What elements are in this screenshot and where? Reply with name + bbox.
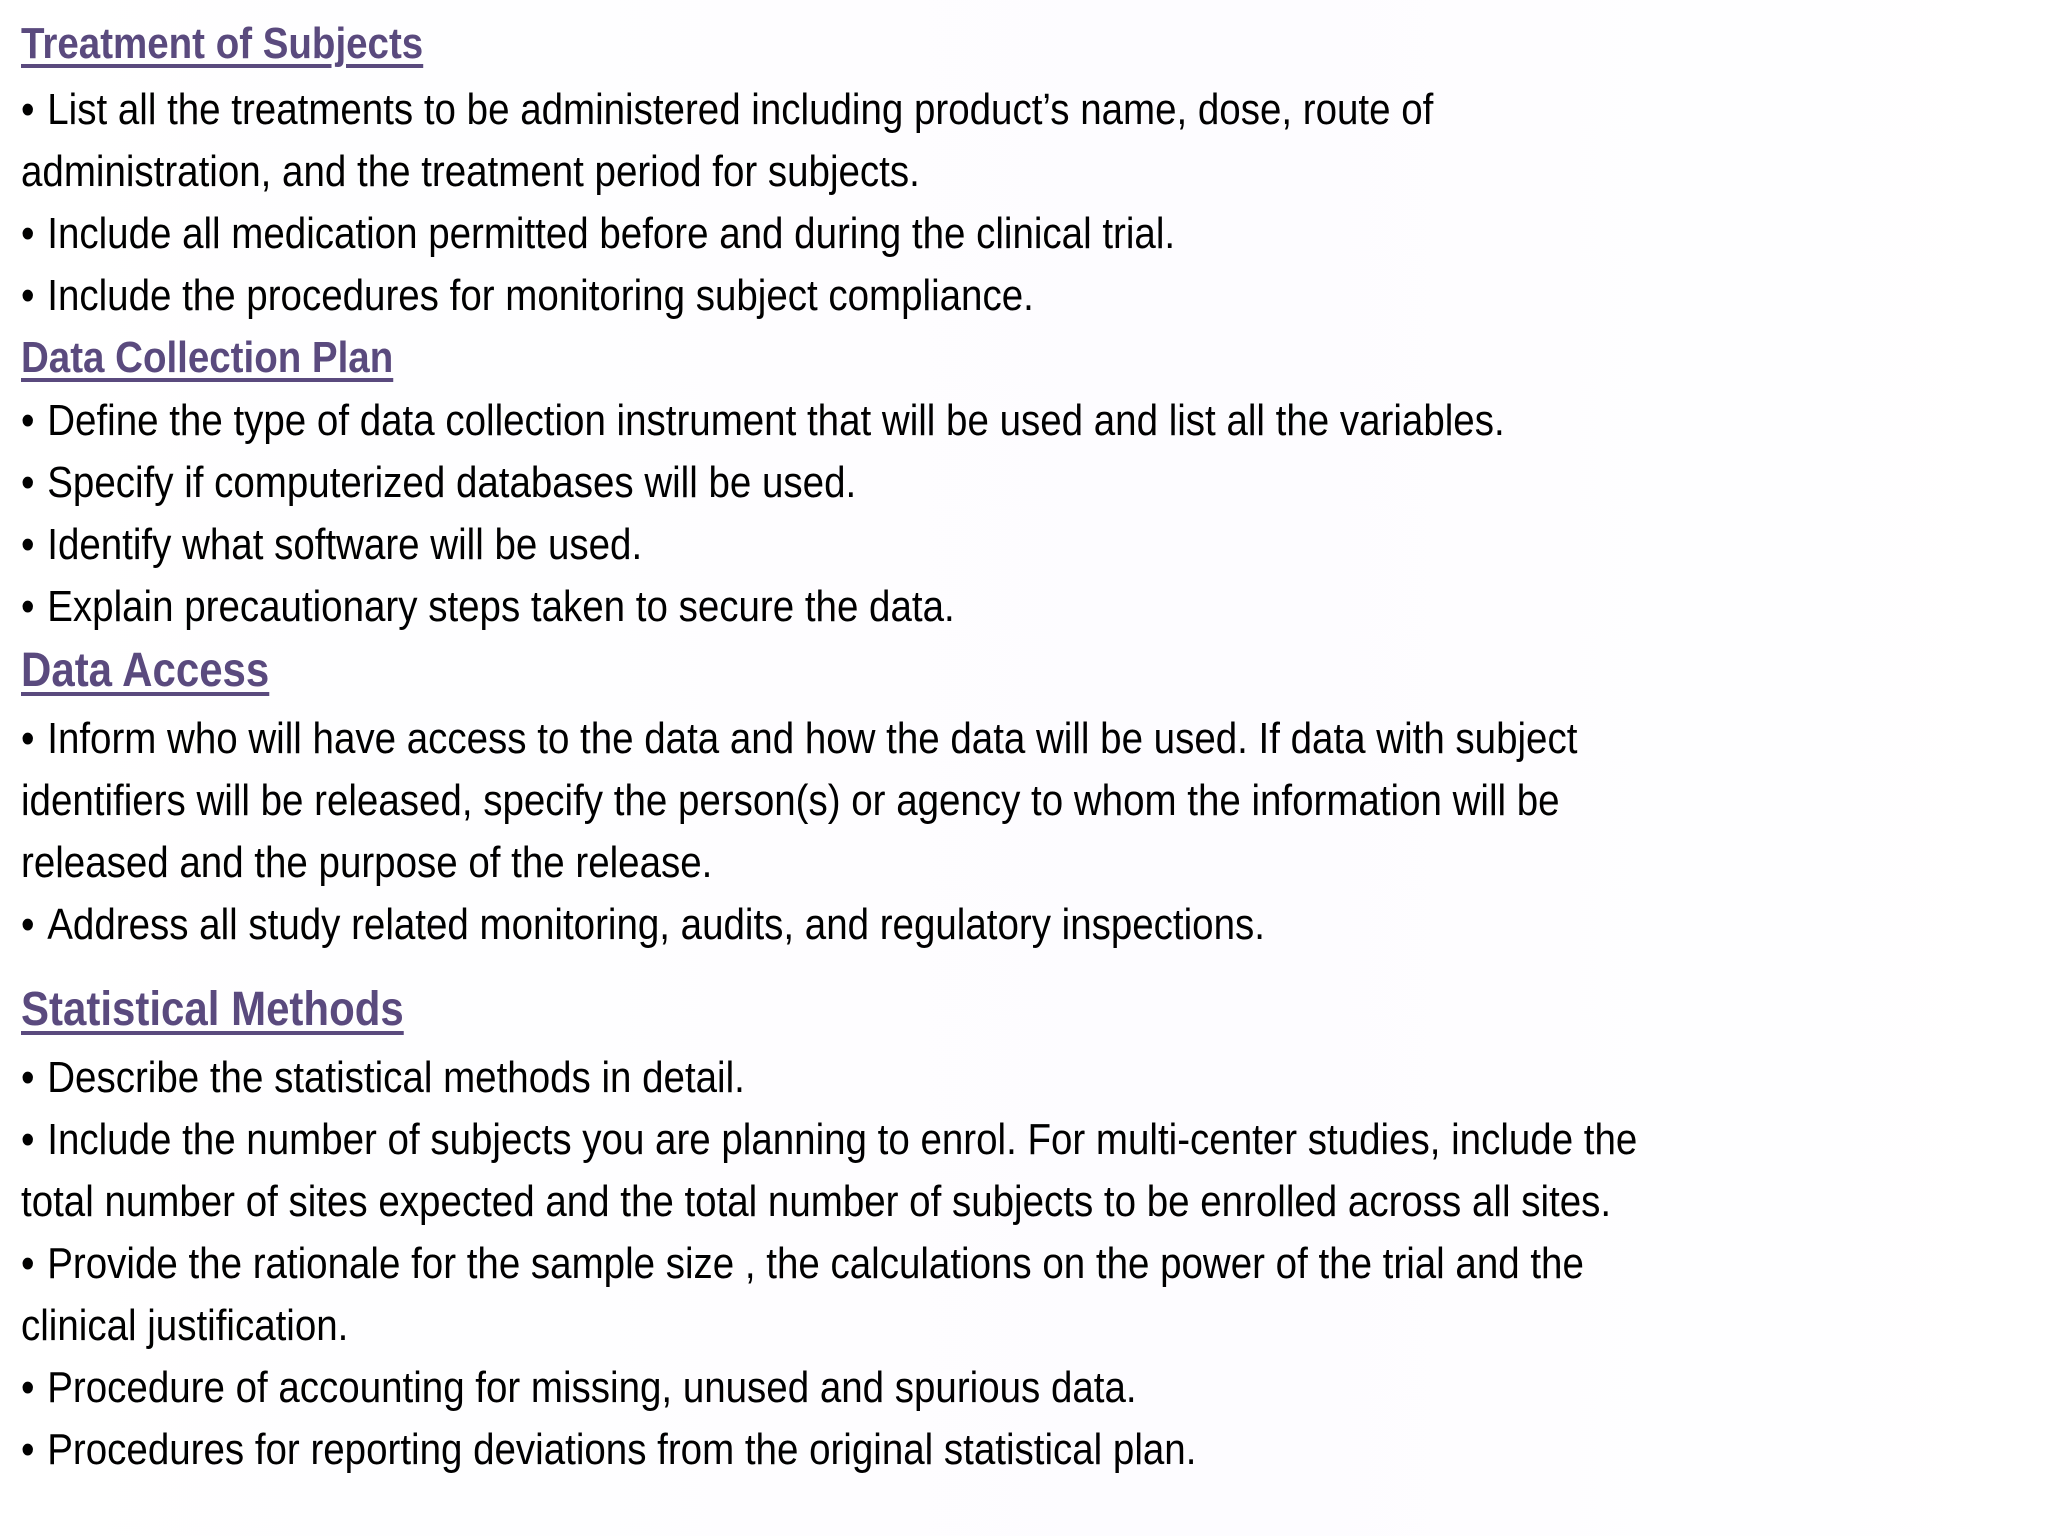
continuation-line: clinical justification.: [21, 1301, 349, 1350]
continuation-line: administration, and the treatment period for subjects.: [21, 147, 920, 196]
bullet-icon: •: [21, 458, 35, 507]
bullet-icon: •: [21, 1239, 35, 1288]
bullet-line: • Procedures for reporting deviations from the original statistical plan.: [21, 1425, 1197, 1474]
bullet-line: • Include the number of subjects you are planning to enrol. For multi-center studies, include the: [21, 1115, 1638, 1164]
heading-data-collection-plan: Data Collection Plan: [21, 333, 394, 382]
heading-treatment-of-subjects: Treatment of Subjects: [21, 19, 424, 68]
bullet-icon: •: [21, 1053, 35, 1102]
continuation-line: identifiers will be released, specify the person(s) or agency to whom the information will be: [21, 776, 1560, 825]
bullet-line: • Provide the rationale for the sample size , the calculations on the power of the trial and the: [21, 1239, 1584, 1288]
continuation-line: released and the purpose of the release.: [21, 838, 713, 887]
bullet-line: • Specify if computerized databases will be used.: [21, 458, 857, 507]
bullet-icon: •: [21, 1425, 35, 1474]
bullet-icon: •: [21, 714, 35, 763]
heading-data-access: Data Access: [21, 644, 270, 697]
bullet-icon: •: [21, 1363, 35, 1412]
bullet-line: • Address all study related monitoring, audits, and regulatory inspections.: [21, 900, 1265, 949]
bullet-line: • Inform who will have access to the data and how the data will be used. If data with subject: [21, 714, 1578, 763]
bullet-icon: •: [21, 582, 35, 631]
bullet-line: • Procedure of accounting for missing, unused and spurious data.: [21, 1363, 1137, 1412]
bullet-line: • Explain precautionary steps taken to secure the data.: [21, 582, 955, 631]
bullet-icon: •: [21, 1115, 35, 1164]
bullet-icon: •: [21, 85, 35, 134]
bullet-line: • Define the type of data collection instrument that will be used and list all the variables.: [21, 396, 1505, 445]
bullet-line: • Include the procedures for monitoring subject compliance.: [21, 271, 1034, 320]
bullet-line: • Describe the statistical methods in detail.: [21, 1053, 745, 1102]
bullet-icon: •: [21, 271, 35, 320]
bullet-line: • List all the treatments to be administered including product’s name, dose, route of: [21, 85, 1434, 134]
bullet-icon: •: [21, 209, 35, 258]
bullet-line: • Identify what software will be used.: [21, 520, 643, 569]
bullet-line: • Include all medication permitted before and during the clinical trial.: [21, 209, 1176, 258]
bullet-icon: •: [21, 520, 35, 569]
continuation-line: total number of sites expected and the total number of subjects to be enrolled across all sites.: [21, 1177, 1612, 1226]
bullet-icon: •: [21, 900, 35, 949]
heading-statistical-methods: Statistical Methods: [21, 983, 404, 1036]
bullet-icon: •: [21, 396, 35, 445]
